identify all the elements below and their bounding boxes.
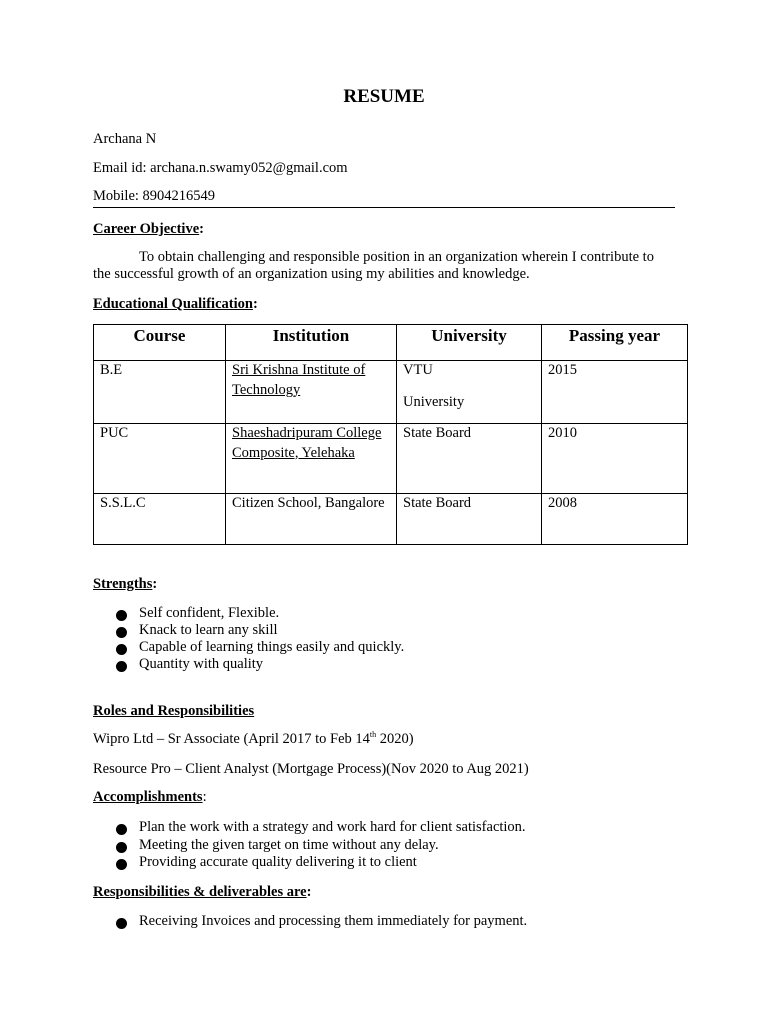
strengths-list xyxy=(116,605,404,673)
list-item: Meeting the given target on time without any delay. xyxy=(116,837,526,854)
table-row xyxy=(94,494,688,545)
column-header: Course xyxy=(94,325,226,361)
strengths-heading: Strengths: xyxy=(93,576,158,592)
career-objective-text: To obtain challenging and responsible position in an organization wherein I contribute to the successful growth of an organization using my abilities and knowledge. xyxy=(93,249,654,282)
header-divider xyxy=(93,207,675,208)
accomplishments-list xyxy=(116,819,526,871)
candidate-name: Archana N xyxy=(93,131,157,147)
institution-cell: Sri Krishna Institute of Technology xyxy=(226,361,397,424)
education-table xyxy=(93,324,688,545)
year-cell: 2008 xyxy=(542,494,688,545)
page-title: RESUME xyxy=(343,86,425,107)
column-header: Passing year xyxy=(542,325,688,361)
university-cell: VTU University xyxy=(397,361,542,424)
university-cell: State Board xyxy=(397,424,542,494)
year-cell: 2010 xyxy=(542,424,688,494)
list-item: Knack to learn any skill xyxy=(116,622,404,639)
list-item: Plan the work with a strategy and work hard for client satisfaction. xyxy=(116,819,526,836)
course-cell: S.S.L.C xyxy=(94,494,226,545)
accomplishments-heading: Accomplishments: xyxy=(93,789,207,805)
table-row xyxy=(94,361,688,424)
job-entry-wipro: Wipro Ltd – Sr Associate (April 2017 to Feb 14th 2020) xyxy=(93,730,414,747)
email-line: Email id: archana.n.swamy052@gmail.com xyxy=(93,160,348,176)
responsibilities-heading: Responsibilities & deliverables are: xyxy=(93,884,312,900)
year-cell: 2015 xyxy=(542,361,688,424)
list-item: Providing accurate quality delivering it to client xyxy=(116,854,526,871)
job-entry-resource-pro: Resource Pro – Client Analyst (Mortgage Process)(Nov 2020 to Aug 2021) xyxy=(93,761,529,777)
responsibilities-list xyxy=(116,913,527,930)
list-item: Receiving Invoices and processing them immediately for payment. xyxy=(116,913,527,930)
course-cell: B.E xyxy=(94,361,226,424)
institution-cell: Citizen School, Bangalore xyxy=(226,494,397,545)
education-heading: Educational Qualification: xyxy=(93,296,258,312)
roles-heading: Roles and Responsibilities xyxy=(93,703,255,719)
table-header-row xyxy=(94,325,688,361)
table-row xyxy=(94,424,688,494)
column-header: University xyxy=(397,325,542,361)
column-header: Institution xyxy=(226,325,397,361)
career-objective-heading: Career Objective: xyxy=(93,221,204,237)
mobile-line: Mobile: 8904216549 xyxy=(93,188,216,204)
list-item: Capable of learning things easily and quickly. xyxy=(116,639,404,656)
list-item: Self confident, Flexible. xyxy=(116,605,404,622)
course-cell: PUC xyxy=(94,424,226,494)
university-cell: State Board xyxy=(397,494,542,545)
institution-cell: Shaeshadripuram College Composite, Yelehaka xyxy=(226,424,397,494)
list-item: Quantity with quality xyxy=(116,656,404,673)
